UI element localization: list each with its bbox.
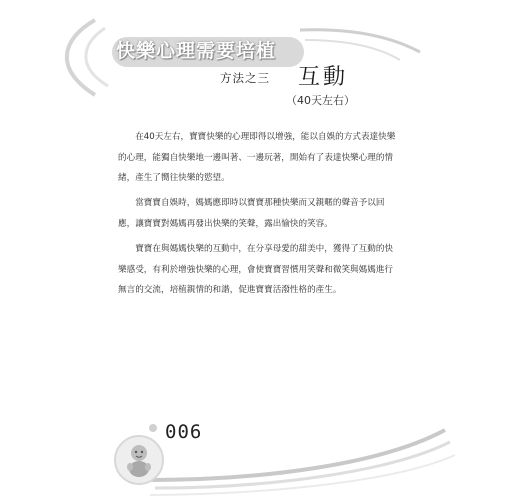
method-label: 方法之三 bbox=[220, 71, 270, 85]
paragraph-3: 寶寶在與媽媽快樂的互動中，在分享母愛的甜美中，獲得了互動的快樂感受，有利於增強快樂的心理，會使寶寶習慣用笑聲和微笑與媽媽進行無言的交流，培植親情的和諧，促進寶寶活潑性格的產生。 bbox=[118, 244, 394, 296]
page-number: 006 bbox=[165, 421, 203, 443]
chapter-title: 快樂心理需要培植 bbox=[116, 40, 277, 62]
paragraph-1: 在40天左右，寶寶快樂的心理即得以增強，能以自娛的方式表達快樂的心理，能獨自快樂地一邊叫著、一邊玩著，開始有了表達快樂心理的情緒，產生了嚮往快樂的慾望。 bbox=[118, 132, 396, 184]
paragraph-2: 當寶寶自娛時，媽媽應即時以寶寶那種快樂而又親暱的聲音予以回應，讓寶寶對媽媽再發出快樂的笑聲，露出愉快的笑容。 bbox=[118, 198, 385, 229]
duration-note: （40天左右） bbox=[286, 94, 355, 107]
method-title: 互動 bbox=[298, 65, 349, 90]
footer-swoosh-decoration bbox=[0, 410, 520, 500]
baby-icon bbox=[124, 442, 154, 478]
article-body bbox=[118, 127, 400, 306]
